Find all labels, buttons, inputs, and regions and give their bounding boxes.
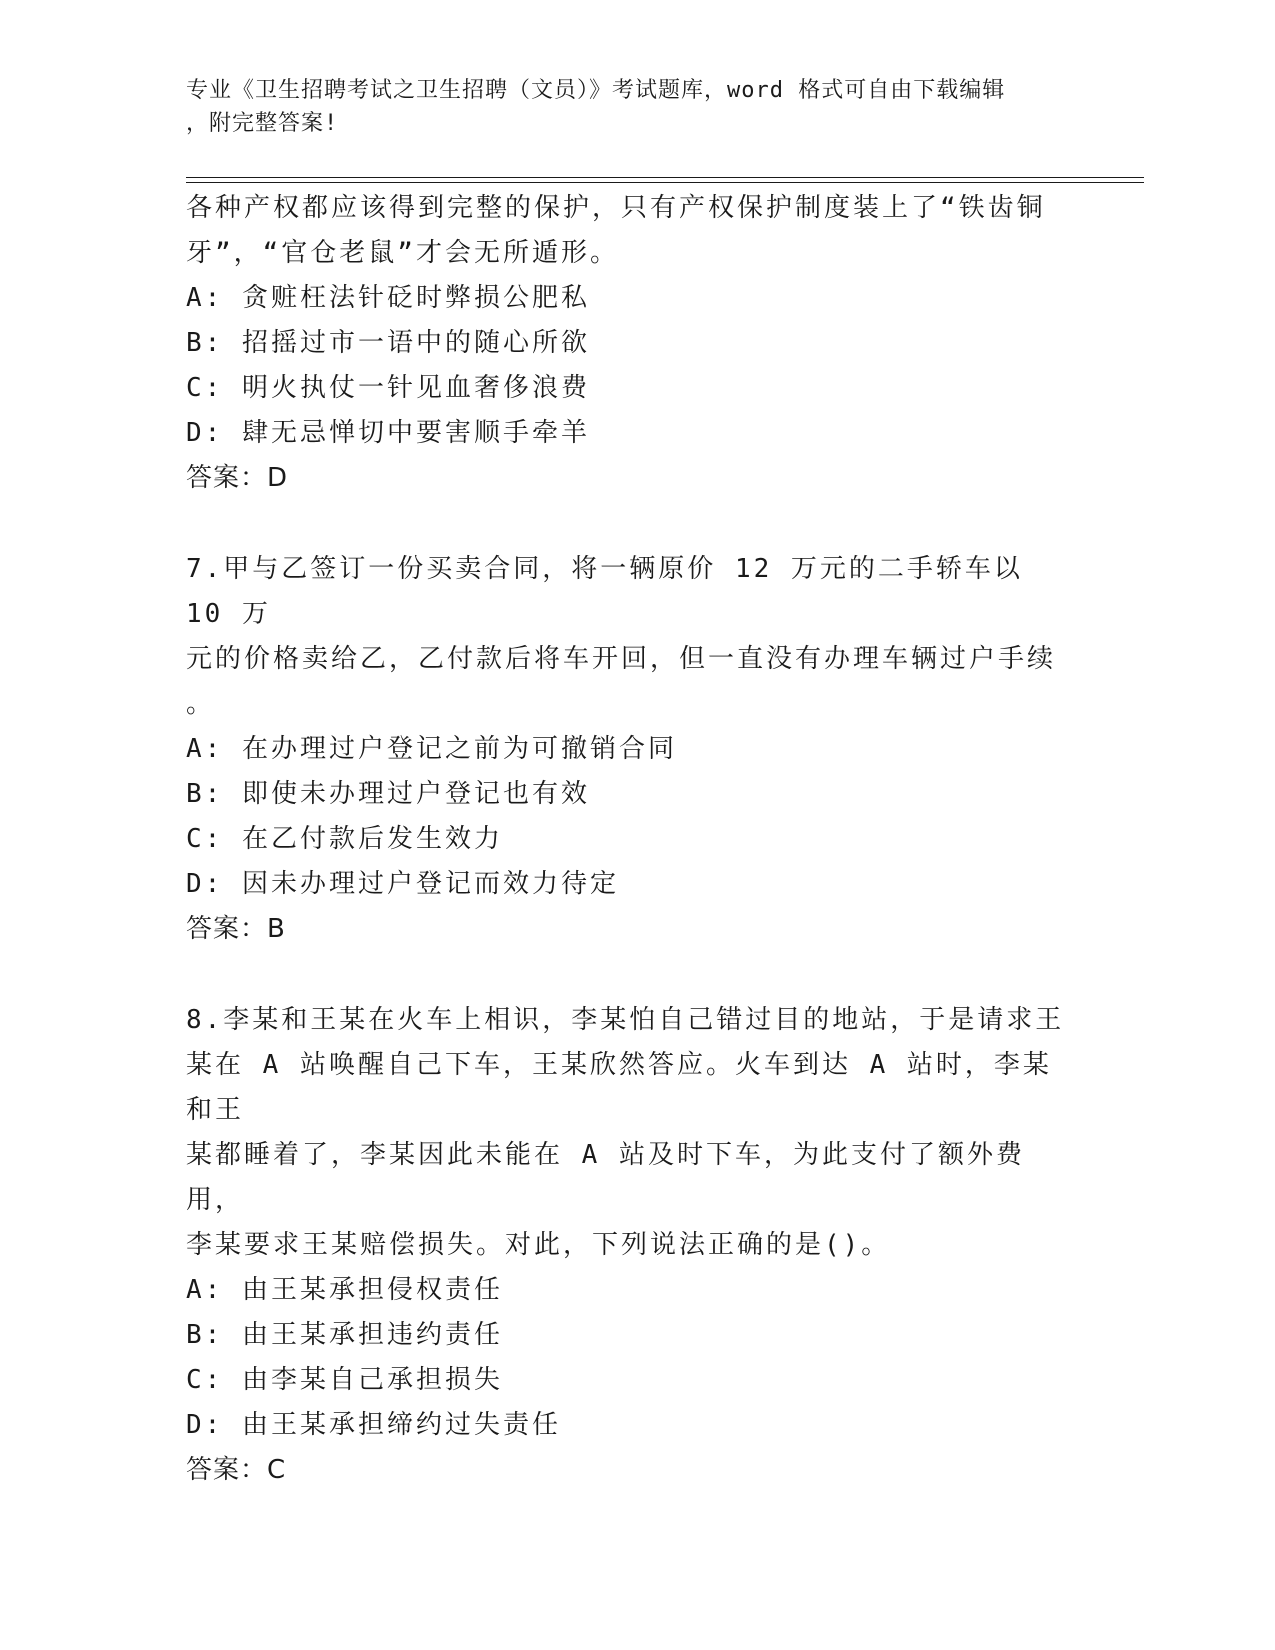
option-b: B: 即使未办理过户登记也有效 [186, 779, 590, 809]
option-d: D: 肆无忌惮切中要害顺手牵羊 [186, 418, 590, 448]
answer-line: 答案：B [186, 914, 286, 944]
question-list [186, 186, 1066, 1539]
stem-line: 8.李某和王某在火车上相识，李某怕自己错过目的地站，于是请求王 [186, 1005, 1065, 1035]
answer-line: 答案：D [186, 463, 289, 493]
option-b: B: 招摇过市一语中的随心所欲 [186, 328, 590, 358]
option-a: A: 贪赃枉法针砭时弊损公肥私 [186, 283, 590, 313]
stem-line: 7.甲与乙签订一份买卖合同，将一辆原价 12 万元的二手轿车以 10 万 [186, 554, 1023, 629]
option-c: C: 由李某自己承担损失 [186, 1365, 503, 1395]
question-item [186, 547, 1066, 952]
header-line-2: ，附完整答案! [186, 111, 339, 136]
header-divider-top [186, 177, 1144, 178]
stem-line: 李某要求王某赔偿损失。对此，下列说法正确的是()。 [186, 1230, 891, 1260]
option-b: B: 由王某承担违约责任 [186, 1320, 503, 1350]
option-c: C: 明火执仗一针见血奢侈浪费 [186, 373, 590, 403]
stem-line: 元的价格卖给乙，乙付款后将车开回，但一直没有办理车辆过户手续 [186, 644, 1057, 674]
header-divider-bottom [186, 182, 1144, 183]
question-item [186, 186, 1066, 501]
option-c: C: 在乙付款后发生效力 [186, 824, 503, 854]
header-line-1: 专业《卫生招聘考试之卫生招聘（文员）》考试题库，word 格式可自由下载编辑 [186, 78, 1006, 103]
question-stem [186, 998, 1066, 1268]
stem-line: 某在 A 站唤醒自己下车，王某欣然答应。火车到达 A 站时，李某和王 [186, 1050, 1052, 1125]
stem-line: 各种产权都应该得到完整的保护，只有产权保护制度装上了“铁齿铜 [186, 193, 1046, 223]
document-header [186, 74, 1066, 140]
question-stem [186, 547, 1066, 727]
option-a: A: 在办理过户登记之前为可撤销合同 [186, 734, 677, 764]
question-stem [186, 186, 1066, 276]
stem-line: 。 [186, 689, 216, 719]
option-a: A: 由王某承担侵权责任 [186, 1275, 503, 1305]
answer-line: 答案：C [186, 1455, 287, 1485]
question-item [186, 998, 1066, 1493]
option-d: D: 因未办理过户登记而效力待定 [186, 869, 619, 899]
option-d: D: 由王某承担缔约过失责任 [186, 1410, 561, 1440]
stem-line: 某都睡着了，李某因此未能在 A 站及时下车，为此支付了额外费用， [186, 1140, 1025, 1215]
stem-line: 牙”，“官仓老鼠”才会无所遁形。 [186, 238, 619, 268]
